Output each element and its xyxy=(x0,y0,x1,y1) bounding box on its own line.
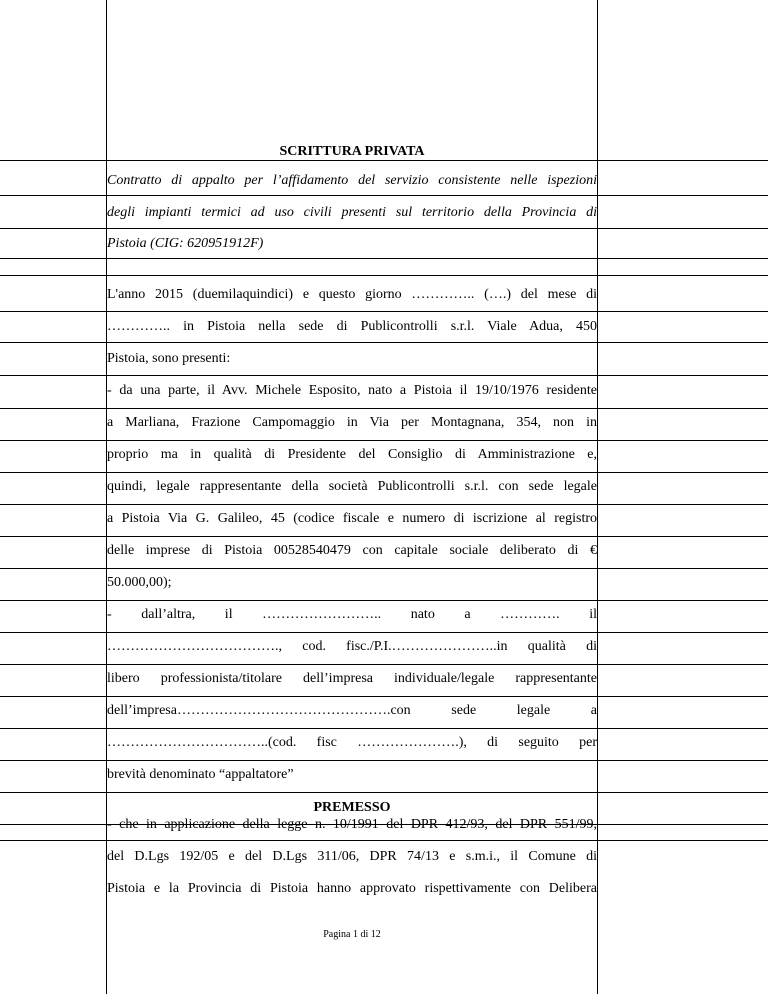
party1-line: proprio ma in qualità di Presidente del Consiglio di Amministrazione e, xyxy=(107,447,597,462)
party2-line: - dall’altra, il …………………….. nato a …………. il xyxy=(107,607,597,622)
subject-line: degli impianti termici ad uso civili presenti sul territorio della Provincia di xyxy=(107,205,597,220)
page-number: Pagina 1 di 12 xyxy=(323,929,381,940)
subject-line: Contratto di appalto per l’affidamento del servizio consistente nelle ispezioni xyxy=(107,173,597,188)
party2-line: brevità denominato “appaltatore” xyxy=(107,767,294,782)
party1-line: - da una parte, il Avv. Michele Esposito, nato a Pistoia il 19/10/1976 residente xyxy=(107,383,597,398)
premesso-line: del D.Lgs 192/05 e del D.Lgs 311/06, DPR 74/13 e s.m.i., il Comune di xyxy=(107,849,597,864)
party1-line: quindi, legale rappresentante della società Publicontrolli s.r.l. con sede legale xyxy=(107,479,597,494)
premesso-line: Pistoia e la Provincia di Pistoia hanno approvato rispettivamente con Delibera xyxy=(107,881,597,896)
premesso-heading: PREMESSO xyxy=(313,800,391,815)
document-body xyxy=(107,0,597,994)
party2-line: libero professionista/titolare dell’impresa individuale/legale rappresentante xyxy=(107,671,597,686)
party2-line: ………………………………., cod. fisc./P.I.…………………..in qualità di xyxy=(107,639,597,654)
party2-line: dell’impresa……………………………………….con sede legale a xyxy=(107,703,597,718)
intro-line: Pistoia, sono presenti: xyxy=(107,351,231,366)
subject-line: Pistoia (CIG: 620951912F) xyxy=(107,236,264,251)
party2-line: ……………………………..(cod. fisc ………………….), di seguito per xyxy=(107,735,597,750)
premesso-line: - che in applicazione della legge n. 10/1991 del DPR 412/93, del DPR 551/99, xyxy=(107,817,597,832)
party1-line: a Marliana, Frazione Campomaggio in Via per Montagnana, 354, non in xyxy=(107,415,597,430)
party1-line: a Pistoia Via G. Galileo, 45 (codice fiscale e numero di iscrizione al registro xyxy=(107,511,597,526)
document-title: SCRITTURA PRIVATA xyxy=(279,144,425,159)
right-margin-line xyxy=(597,0,598,994)
intro-line: ………….. in Pistoia nella sede di Publicontrolli s.r.l. Viale Adua, 450 xyxy=(107,319,597,334)
intro-line: L'anno 2015 (duemilaquindici) e questo giorno ………….. (….) del mese di xyxy=(107,287,597,302)
party1-line: delle imprese di Pistoia 00528540479 con capitale sociale deliberato di € xyxy=(107,543,597,558)
party1-line: 50.000,00); xyxy=(107,575,172,590)
